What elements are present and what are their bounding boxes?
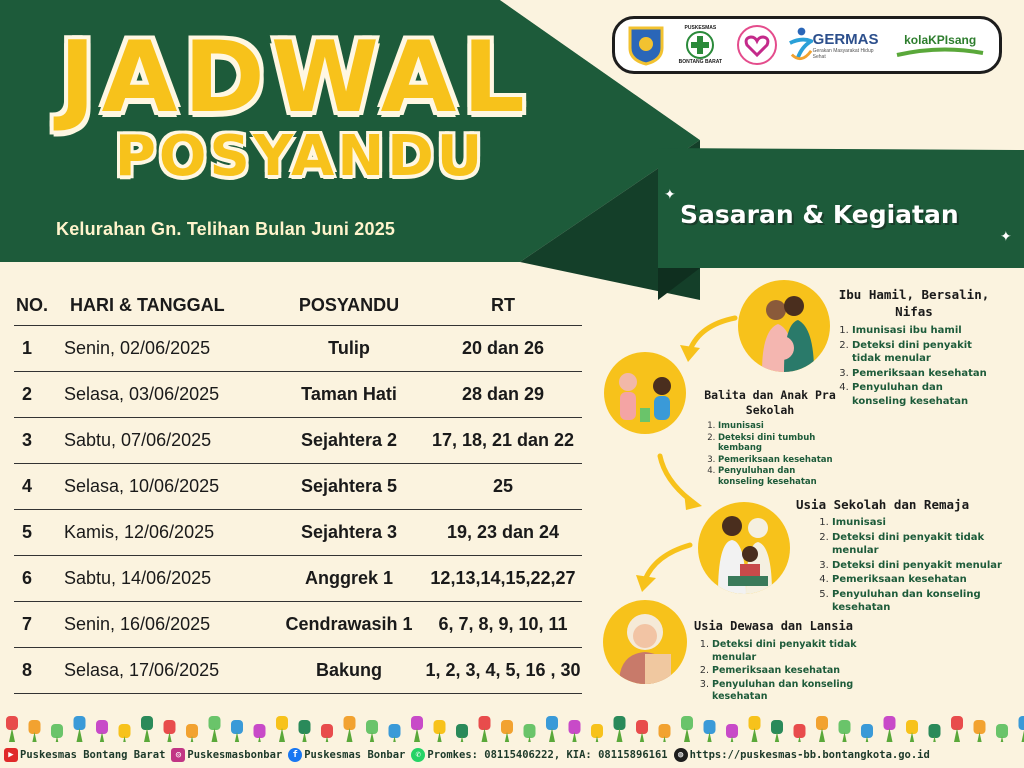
table-row <box>14 648 582 694</box>
row-day: Senin, 02/06/2025 <box>64 338 211 358</box>
row-day: Kamis, 12/06/2025 <box>64 522 215 542</box>
list-item: 3. Deteksi dini penyakit menular <box>832 559 1006 573</box>
list-item: 2. Pemeriksaan kesehatan <box>712 665 874 678</box>
header-no: NO. <box>16 295 49 315</box>
footer-whatsapp[interactable] <box>411 748 667 762</box>
row-number: 7 <box>22 614 33 634</box>
list-item: 3. Pemeriksaan kesehatan <box>718 455 840 466</box>
row-rt: 6, 7, 8, 9, 10, 11 <box>438 614 568 634</box>
group-title: Usia Dewasa dan Lansia <box>694 619 853 633</box>
whatsapp-text: Promkes: 08115406222, KIA: 08115896161 <box>427 749 668 761</box>
germas-subtext: Gerakan Masyarakat Hidup Sehat <box>812 47 874 60</box>
header-day: HARI & TANGGAL <box>70 295 225 315</box>
row-posyandu: Tulip <box>328 338 370 358</box>
whatsapp-icon: ✆ <box>411 748 425 762</box>
list-item: 1. Deteksi dini penyakit tidak menular <box>712 639 874 664</box>
schedule-table <box>14 286 582 694</box>
globe-icon: ◍ <box>674 748 688 762</box>
row-posyandu: Cendrawasih 1 <box>285 614 413 634</box>
row-rt: 17, 18, 21 dan 22 <box>431 430 575 450</box>
youtube-icon: ▶ <box>4 748 18 762</box>
row-number: 5 <box>22 522 33 542</box>
instagram-icon: ◎ <box>171 748 185 762</box>
sparkle-icon: ✦ <box>664 186 676 202</box>
row-number: 1 <box>22 338 33 358</box>
pregnant-mother-illustration <box>738 280 830 372</box>
table-row <box>14 372 582 418</box>
row-number: 4 <box>22 476 33 496</box>
list-item: 4. Penyuluhan dan konseling kesehatan <box>718 466 840 487</box>
group-title: Ibu Hamil, Bersalin, Nifas <box>838 287 990 319</box>
table-body <box>14 326 582 694</box>
list-item: 1. Imunisasi ibu hamil <box>852 324 994 338</box>
row-posyandu: Bakung <box>315 660 382 680</box>
table-row <box>14 418 582 464</box>
footer-web[interactable] <box>674 748 930 762</box>
row-rt: 28 dan 29 <box>461 384 545 404</box>
table-row <box>14 326 582 372</box>
puskesmas-logo-bottom: BONTANG BARAT <box>678 59 723 65</box>
row-posyandu: Sejahtera 2 <box>300 430 398 450</box>
list-item: 3. Penyuluhan dan konseling kesehatan <box>712 679 874 704</box>
row-day: Selasa, 10/06/2025 <box>64 476 220 496</box>
title-jadwal: JADWAL <box>59 21 531 135</box>
subtitle: Kelurahan Gn. Telihan Bulan Juni 2025 <box>56 219 396 239</box>
group-list <box>814 516 1006 615</box>
list-item: 4. Penyuluhan dan konseling kesehatan <box>852 381 994 408</box>
group-usia-dewasa <box>694 618 874 704</box>
row-number: 8 <box>22 660 33 680</box>
row-rt: 25 <box>492 476 514 496</box>
group-list <box>700 421 840 487</box>
table-header <box>14 286 582 326</box>
group-list <box>834 324 994 408</box>
row-posyandu: Anggrek 1 <box>304 568 394 588</box>
row-day: Selasa, 03/06/2025 <box>64 384 220 404</box>
youtube-text: Puskesmas Bontang Barat <box>20 749 166 761</box>
list-item: 2. Deteksi dini penyakit tidak menular <box>832 531 1006 558</box>
footer-facebook[interactable] <box>288 748 405 762</box>
table-row <box>14 602 582 648</box>
germas-logo <box>788 22 886 68</box>
heart-logo-icon <box>733 22 782 68</box>
list-item: 2. Deteksi dini tumbuh kembang <box>718 433 840 454</box>
footer <box>0 742 1024 768</box>
list-item: 2. Deteksi dini penyakit tidak menular <box>852 339 994 366</box>
elderly-illustration <box>603 600 687 684</box>
list-item: 3. Pemeriksaan kesehatan <box>852 367 994 381</box>
footer-instagram[interactable] <box>171 748 282 762</box>
group-title: Usia Sekolah dan Remaja <box>796 497 970 512</box>
row-number: 3 <box>22 430 33 450</box>
row-day: Selasa, 17/06/2025 <box>64 660 220 680</box>
kola-kpisang-logo <box>891 22 989 68</box>
logo-bar <box>612 16 1002 74</box>
row-rt: 20 dan 26 <box>461 338 545 358</box>
group-title: Balita dan Anak Pra Sekolah <box>704 388 836 417</box>
list-item: 1. Imunisasi <box>832 516 1006 530</box>
table-row <box>14 464 582 510</box>
row-posyandu: Sejahtera 3 <box>300 522 398 542</box>
row-day: Sabtu, 07/06/2025 <box>64 430 212 450</box>
facebook-icon: f <box>288 748 302 762</box>
toddler-illustration <box>604 352 686 434</box>
list-item: 4. Pemeriksaan kesehatan <box>832 573 1006 587</box>
header-rt: RT <box>491 295 515 315</box>
instagram-text: Puskesmasbonbar <box>187 749 283 761</box>
list-item: 1. Imunisasi <box>718 421 840 432</box>
facebook-text: Puskesmas Bonbar <box>304 749 406 761</box>
puskesmas-logo-icon <box>674 21 727 69</box>
group-usia-sekolah <box>796 496 1006 615</box>
table-row <box>14 510 582 556</box>
row-posyandu: Sejahtera 5 <box>300 476 398 496</box>
row-number: 2 <box>22 384 33 404</box>
group-ibu-hamil <box>834 286 994 408</box>
web-text: https://puskesmas-bb.bontangkota.go.id <box>689 749 930 761</box>
group-balita <box>700 388 840 487</box>
school-family-illustration <box>698 502 790 594</box>
germas-text: GERMAS <box>812 30 879 48</box>
footer-youtube[interactable] <box>4 748 165 762</box>
row-rt: 19, 23 dan 24 <box>446 522 560 542</box>
sparkle-icon: ✦ <box>1000 228 1012 244</box>
row-day: Senin, 16/06/2025 <box>64 614 211 634</box>
row-number: 6 <box>22 568 33 588</box>
row-rt: 1, 2, 3, 4, 5, 16 , 30 <box>425 660 581 680</box>
sasaran-title: Sasaran & Kegiatan <box>680 200 959 229</box>
group-list <box>694 639 874 704</box>
row-posyandu: Taman Hati <box>301 384 397 404</box>
list-item: 5. Penyuluhan dan konseling kesehatan <box>832 588 1006 615</box>
row-rt: 12,13,14,15,22,27 <box>430 568 576 588</box>
city-emblem-icon <box>625 23 668 67</box>
row-day: Sabtu, 14/06/2025 <box>64 568 212 588</box>
title-posyandu: POSYANDU <box>114 124 486 189</box>
table-row <box>14 556 582 602</box>
title <box>0 21 560 190</box>
header-posyandu: POSYANDU <box>298 295 400 315</box>
kola-text: kolaKPIsang <box>904 33 977 47</box>
puskesmas-logo-top: PUSKESMAS <box>684 25 717 31</box>
